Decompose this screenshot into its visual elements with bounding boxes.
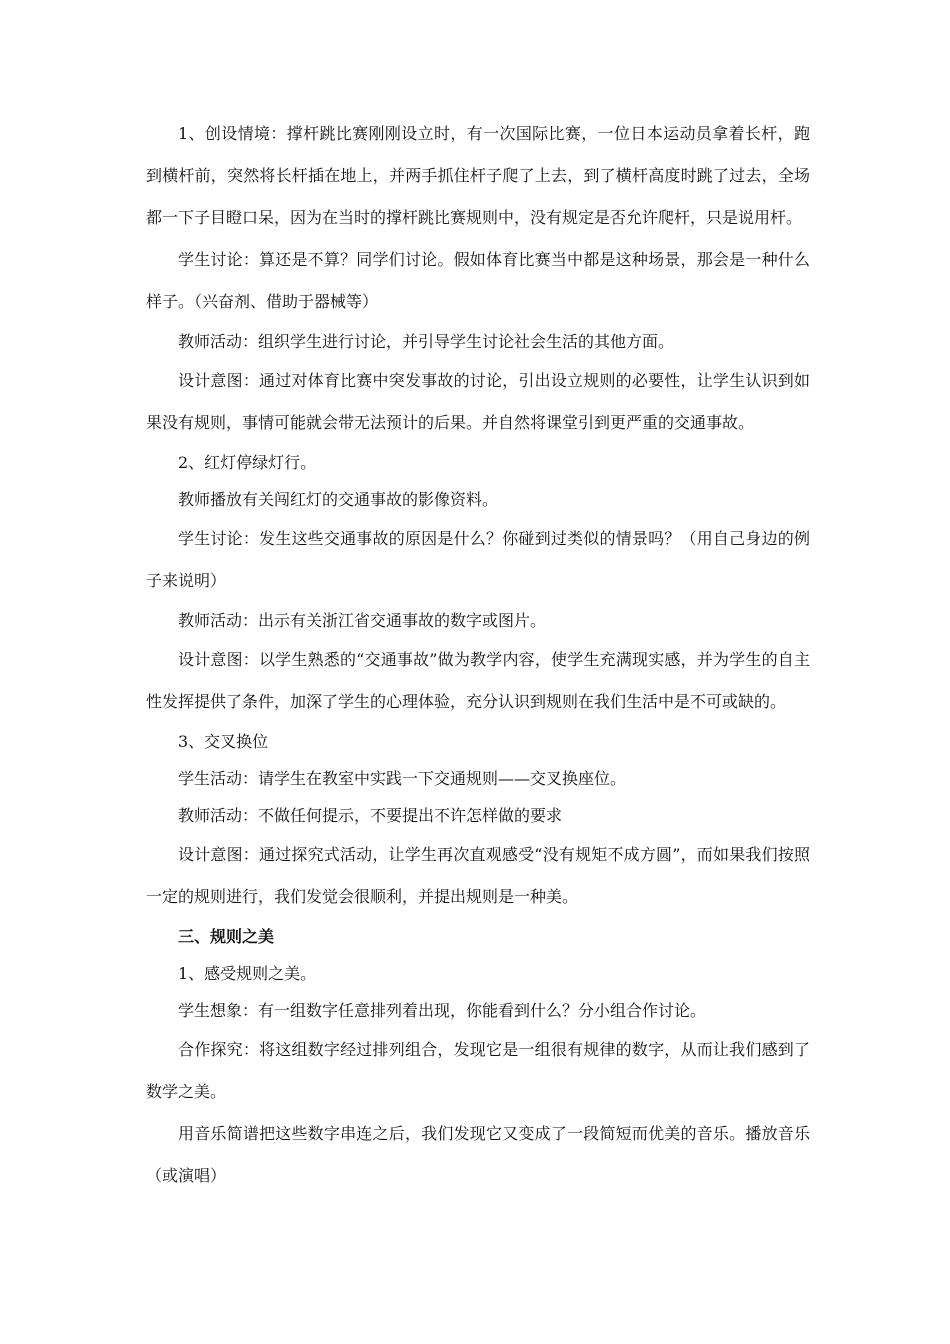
item-2-student-discussion: 学生讨论：发生这些交通事故的原因是什么？你碰到过类似的情景吗？（用自己身边的例子来说明）	[146, 529, 810, 590]
item-1-design-intent: 设计意图：通过对体育比赛中突发事故的讨论，引出设立规则的必要性，让学生认识到如果没有规则，事情可能就会带无法预计的后果。并自然将课堂引到更严重的交通事故。	[146, 371, 810, 432]
item-3-heading: 3、交叉换位	[178, 732, 269, 751]
item-1-student-discussion: 学生讨论：算还是不算？同学们讨论。假如体育比赛当中都是这种场景，那会是一种什么样子。（兴奋剂、借助于器械等）	[146, 250, 810, 311]
section-3-heading: 三、规则之美	[178, 927, 275, 946]
item-2-design-intent: 设计意图：以学生熟悉的“交通事故”做为教学内容，使学生充满现实感，并为学生的自主性发挥提供了条件，加深了学生的心理体验，充分认识到规则在我们生活中是不可或缺的。	[146, 650, 810, 711]
section-3-student-imagine: 学生想象：有一组数字任意排列着出现，你能看到什么？分小组合作讨论。	[178, 1001, 707, 1020]
item-3-teacher-activity: 教师活动：不做任何提示，不要提出不许怎样做的要求	[178, 806, 563, 825]
item-2-teacher-activity: 教师活动：出示有关浙江省交通事故的数字或图片。	[178, 611, 547, 630]
item-2-video: 教师播放有关闯红灯的交通事故的影像资料。	[178, 490, 499, 509]
item-1-teacher-activity: 教师活动：组织学生进行讨论，并引导学生讨论社会生活的其他方面。	[178, 332, 675, 351]
section-3-cooperative-explore: 合作探究：将这组数字经过排列组合，发现它是一组很有规律的数字，从而让我们感到了数学之美。	[146, 1040, 810, 1101]
section-3-item-1: 1、感受规则之美。	[178, 964, 317, 983]
item-3-student-activity: 学生活动：请学生在教室中实践一下交通规则——交叉换座位。	[178, 769, 627, 788]
item-1-scenario: 1、创设情境：撑杆跳比赛刚刚设立时，有一次国际比赛，一位日本运动员拿着长杆，跑到横杆前，突然将长杆插在地上，并两手抓住杆子爬了上去，到了横杆高度时跳了过去，全场都一下子目瞪口呆，因为在当时的撑杆跳比赛规则中，没有规定是否允许爬杆，只是说用杆。	[146, 124, 810, 227]
item-3-design-intent: 设计意图：通过探究式活动，让学生再次直观感受“没有规矩不成方圆”，而如果我们按照一定的规则进行，我们发觉会很顺利，并提出规则是一种美。	[146, 845, 810, 906]
item-2-heading: 2、红灯停绿灯行。	[178, 453, 317, 472]
section-3-music: 用音乐简谱把这些数字串连之后，我们发现它又变成了一段简短而优美的音乐。播放音乐（或演唱）	[146, 1124, 810, 1185]
